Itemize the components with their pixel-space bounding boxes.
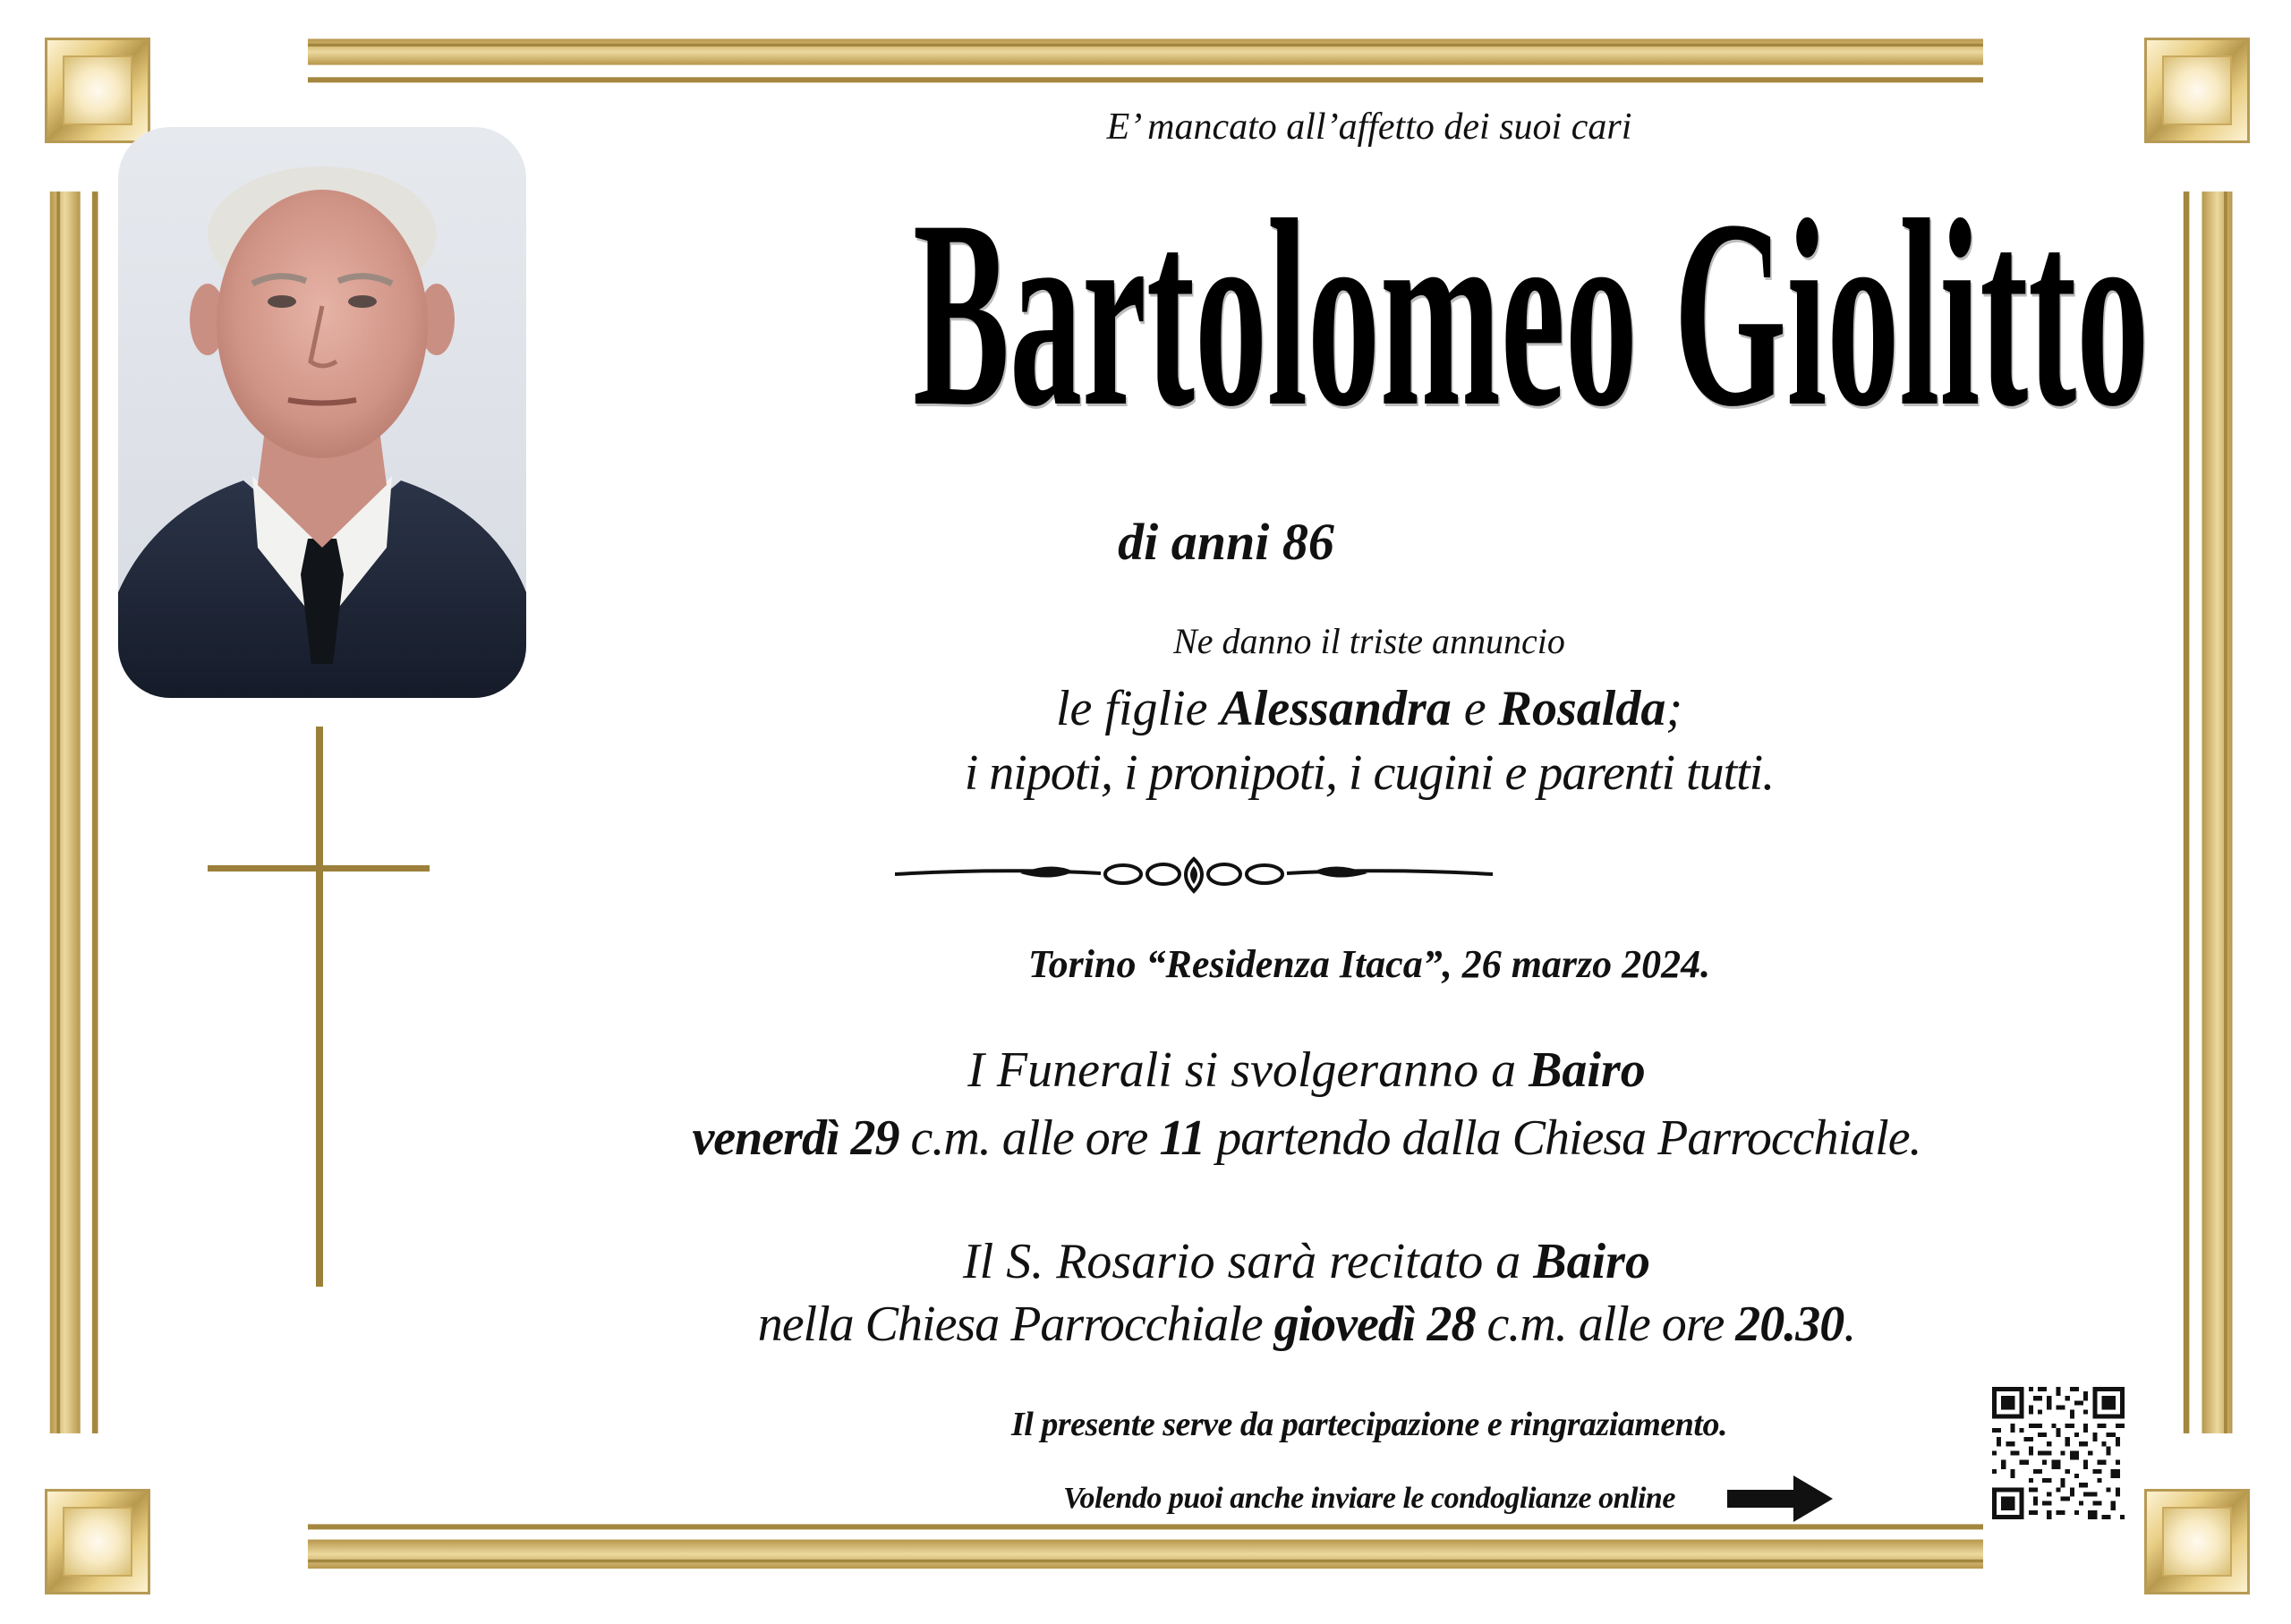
family-line-1 (626, 680, 2112, 737)
frame-corner-bottom-left (45, 1489, 150, 1594)
rosary-hour: 20.30 (1735, 1297, 1844, 1352)
daughter-name-1: Alessandra (1220, 681, 1452, 736)
funeral-line-2 (501, 1110, 2112, 1167)
funeral-place: Bairo (1529, 1042, 1646, 1098)
portrait-illustration (118, 127, 526, 698)
rosary-suffix: . (1844, 1297, 1856, 1352)
intro-text: E’ mancato all’affetto dei suoi cari (1106, 106, 1632, 148)
frame-corner-bottom-right (2144, 1489, 2250, 1594)
family-line-2: i nipoti, i pronipoti, i cugini e parenti tutti. (964, 745, 1775, 801)
rosary-line-2 (501, 1296, 2112, 1353)
rosary-day: giovedì 28 (1273, 1297, 1476, 1352)
funeral-day: venerdì 29 (692, 1110, 899, 1166)
frame-corner-top-left (45, 38, 150, 143)
arrow-right-icon (1727, 1474, 1835, 1524)
funeral-hour: 11 (1159, 1110, 1205, 1166)
ornament-divider (895, 852, 1493, 897)
deceased-name: Bartolomeo Giolitto (913, 165, 2150, 462)
frame-bottom (168, 1521, 2123, 1575)
death-place-date: Torino “Residenza Itaca”, 26 marzo 2024. (1027, 942, 1711, 986)
frame-corner-top-right (2144, 38, 2250, 143)
rosary-line-1 (501, 1233, 2112, 1290)
family-prefix: le figlie (1055, 681, 1221, 736)
family-suffix: ; (1665, 681, 1683, 736)
funeral-line-1 (501, 1042, 2112, 1099)
funeral-mid: c.m. alle ore (899, 1110, 1160, 1166)
family-conj: e (1451, 681, 1499, 736)
funeral-prefix: I Funerali si svolgeranno a (967, 1042, 1529, 1098)
announce-text: Ne danno il triste annuncio (1173, 621, 1565, 661)
rosary-mid: c.m. alle ore (1475, 1297, 1736, 1352)
frame-top (168, 36, 2123, 89)
rosary-place: Bairo (1533, 1234, 1650, 1289)
daughter-name-2: Rosalda (1498, 681, 1666, 736)
condolences-text: Volendo puoi anche inviare le condoglianze online (1063, 1482, 1675, 1515)
cross-icon (208, 727, 430, 1287)
thanks-text: Il presente serve da partecipazione e ringraziamento. (1011, 1406, 1727, 1443)
rosary-prefix-2: nella Chiesa Parrocchiale (757, 1297, 1274, 1352)
frame-left (47, 154, 106, 1471)
age-text: di anni 86 (1118, 513, 1334, 571)
qr-code-icon[interactable] (1992, 1387, 2125, 1519)
funeral-suffix: partendo dalla Chiesa Parrocchiale. (1205, 1110, 1921, 1166)
rosary-prefix: Il S. Rosario sarà recitato a (963, 1234, 1534, 1289)
frame-right (2180, 154, 2239, 1471)
portrait-photo (118, 127, 526, 698)
